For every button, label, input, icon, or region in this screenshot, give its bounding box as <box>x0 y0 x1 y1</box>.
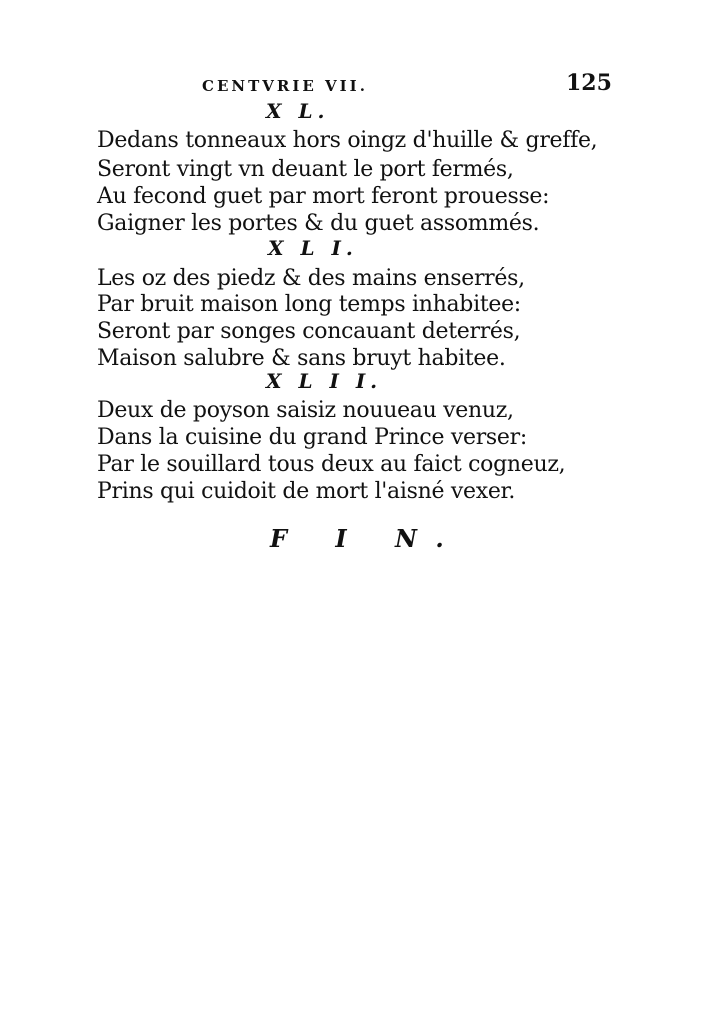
verse-line: Par le souillard tous deux au faict cogneuz, <box>97 452 566 477</box>
colophon-fin: F I N. <box>270 524 464 553</box>
verse-line: Maison salubre & sans bruyt habitee. <box>97 346 506 371</box>
quatrain-number: X L I I. <box>266 369 383 393</box>
verse-line: Au fecond guet par mort feront prouesse: <box>97 184 550 209</box>
verse-line: Les oz des piedz & des mains enserrés, <box>97 266 525 291</box>
page-number: 125 <box>566 70 612 96</box>
verse-line: Dedans tonneaux hors oingz d'huille & greffe, <box>97 128 598 153</box>
quatrain-number: X L I. <box>268 236 358 260</box>
verse-line: Prins qui cuidoit de mort l'aisné vexer. <box>97 479 516 504</box>
verse-line: Par bruit maison long temps inhabitee: <box>97 292 521 317</box>
verse-line: Gaigner les portes & du guet assommés. <box>97 211 540 236</box>
verse-line: Deux de poyson saisiz nouueau venuz, <box>97 398 514 423</box>
running-title: CENTVRIE VII. <box>202 77 368 95</box>
verse-line: Dans la cuisine du grand Prince verser: <box>97 425 527 450</box>
verse-line: Seront par songes concauant deterrés, <box>97 319 521 344</box>
verse-line: Seront vingt vn deuant le port fermés, <box>97 157 514 182</box>
quatrain-number: X L. <box>266 99 330 123</box>
